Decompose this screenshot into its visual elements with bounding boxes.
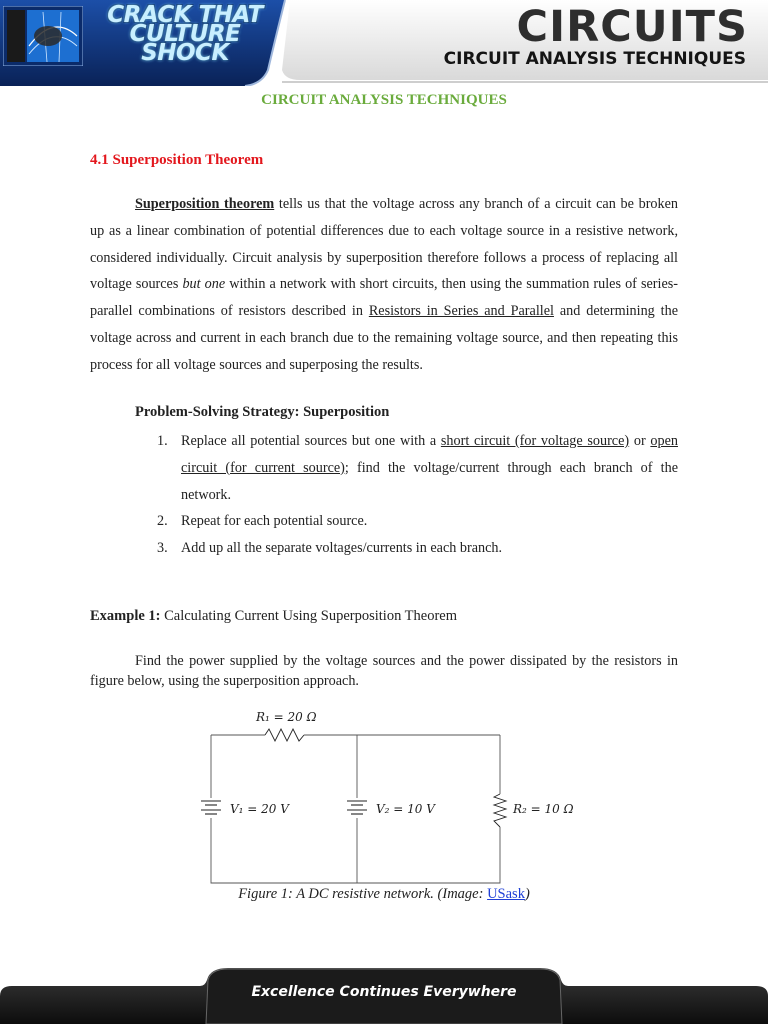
- battery-v1: [201, 801, 221, 814]
- list-item: 1. Replace all potential sources but one with a short circuit (for voltage source) or open circuit (for current source); find the voltage/current through each branch of the network.: [157, 433, 678, 503]
- v2-label: V₂ = 10 V: [376, 802, 435, 816]
- document-heading: CIRCUIT ANALYSIS TECHNIQUES: [261, 92, 507, 108]
- list-item: 3. Add up all the separate voltages/currents in each branch.: [157, 540, 503, 557]
- short-circuit-link[interactable]: short circuit (for voltage source): [440, 433, 630, 449]
- intro-paragraph: Superposition theorem tells us that the voltage across any branch of a circuit can be broken up as a linear combination of potential differences due to each voltage source in a resistive network, considered individually. Circuit analysis by superposition therefore follows a process of replacing all voltage sources but one within a network with short circuits, then using the summation rules of series-parallel combinations of resistors described in Resistors in Series and Parallel and determining the voltage across and current in each branch due to the remaining voltage source, and then repeating this process for all voltage sources and superposing the results.: [90, 196, 678, 373]
- list-item: 2. Repeat for each potential source.: [157, 513, 368, 530]
- battery-v2: [347, 801, 367, 814]
- logo-line-2: CULTURE: [129, 21, 241, 47]
- logo-line-1: CRACK THAT: [107, 2, 263, 28]
- open-circuit-link[interactable]: open circuit (for current source): [181, 433, 678, 476]
- superposition-term: Superposition theorem: [135, 196, 275, 212]
- wire: [211, 818, 500, 883]
- resistors-series-parallel-link[interactable]: Resistors in Series and Parallel: [368, 303, 554, 320]
- strategy-steps: [135, 428, 678, 562]
- example-paragraph: Find the power supplied by the voltage sources and the power dissipated by the resistors in figure below, using the superposition approach.: [90, 653, 678, 689]
- strategy-title: Problem-Solving Strategy: Superposition: [135, 404, 390, 420]
- resistor-r1: [265, 729, 304, 741]
- page-header: [0, 0, 768, 86]
- section-title: 4.1 Superposition Theorem: [90, 152, 264, 168]
- resistor-r2: [494, 794, 506, 827]
- usask-link[interactable]: USask: [487, 886, 525, 902]
- r1-label: R₁ = 20 Ω: [256, 710, 317, 724]
- circuit-diagram: [190, 700, 580, 888]
- figure-caption: Figure 1: A DC resistive network. (Image: USask): [238, 886, 530, 902]
- logo-wordmark: [100, 2, 270, 68]
- example-heading: Example 1: Calculating Current Using Superposition Theorem: [90, 608, 458, 624]
- logo-line-3: SHOCK: [141, 40, 229, 66]
- header-subtitle: CIRCUIT ANALYSIS TECHNIQUES: [443, 49, 746, 69]
- r2-label: R₂ = 10 Ω: [513, 802, 574, 816]
- header-title: CIRCUITS: [516, 2, 748, 52]
- footer-tagline: Excellence Continues Everywhere: [251, 984, 517, 1000]
- emphasis-text: but one: [182, 276, 226, 293]
- v1-label: V₁ = 20 V: [230, 802, 289, 816]
- logo-emblem: [3, 6, 83, 66]
